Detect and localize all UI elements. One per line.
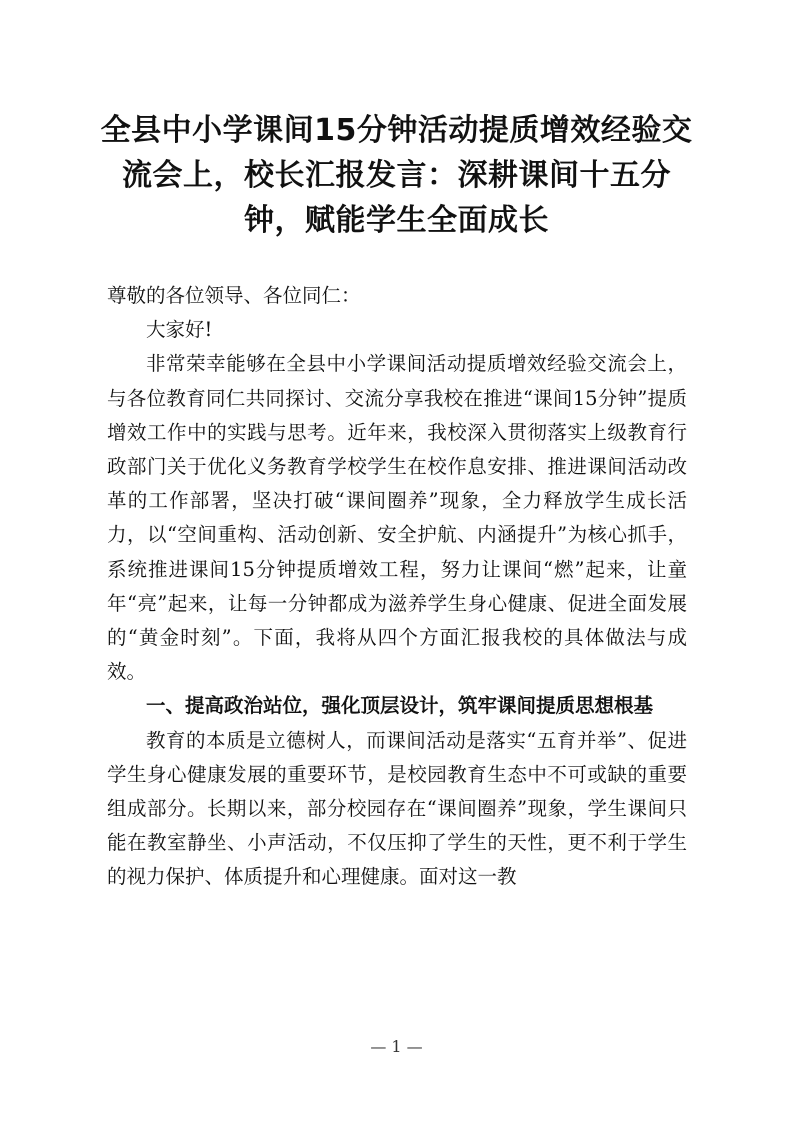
paragraph-intro: 非常荣幸能够在全县中小学课间活动提质增效经验交流会上，与各位教育同仁共同探讨、交流分享我校在推进“课间15分钟”提质增效工作中的实践与思考。近年来，我校深入贯彻落实上级教育行政部门关于优化义务教育学校学生在校作息安排、推进课间活动改革的工作部署，坚决打破“课间圈养”现象，全力释放学生成长活力，以“空间重构、活动创新、安全护航、内涵提升”为核心抓手，系统推进课间15分钟提质增效工程，努力让课间“燃”起来，让童年“亮”起来，让每一分钟都成为滋养学生身心健康、促进全面发展的“黄金时刻”。下面，我将从四个方面汇报我校的具体做法与成效。 (107, 352, 687, 684)
page-number: — 1 — (370, 1037, 423, 1056)
salutation: 尊敬的各位领导、各位同仁： (107, 284, 361, 307)
document-title: 全县中小学课间15分钟活动提质增效经验交流会上，校长汇报发言：深耕课间十五分钟，赋能学生全面成长 (100, 113, 693, 238)
paragraph-section-1: 教育的本质是立德树人，而课间活动是落实“五育并举”、促进学生身心健康发展的重要环节，是校园教育生态中不可或缺的重要组成部分。长期以来，部分校园存在“课间圈养”现象，学生课间只能在教室静坐、小声活动，不仅压抑了学生的天性，更不利于学生的视力保护、体质提升和心理健康。面对这一教 (107, 728, 687, 889)
greeting: 大家好! (146, 318, 213, 342)
document-body (107, 279, 687, 895)
section-heading-1: 一、提高政治站位，强化顶层设计，筑牢课间提质思想根基 (146, 694, 654, 718)
